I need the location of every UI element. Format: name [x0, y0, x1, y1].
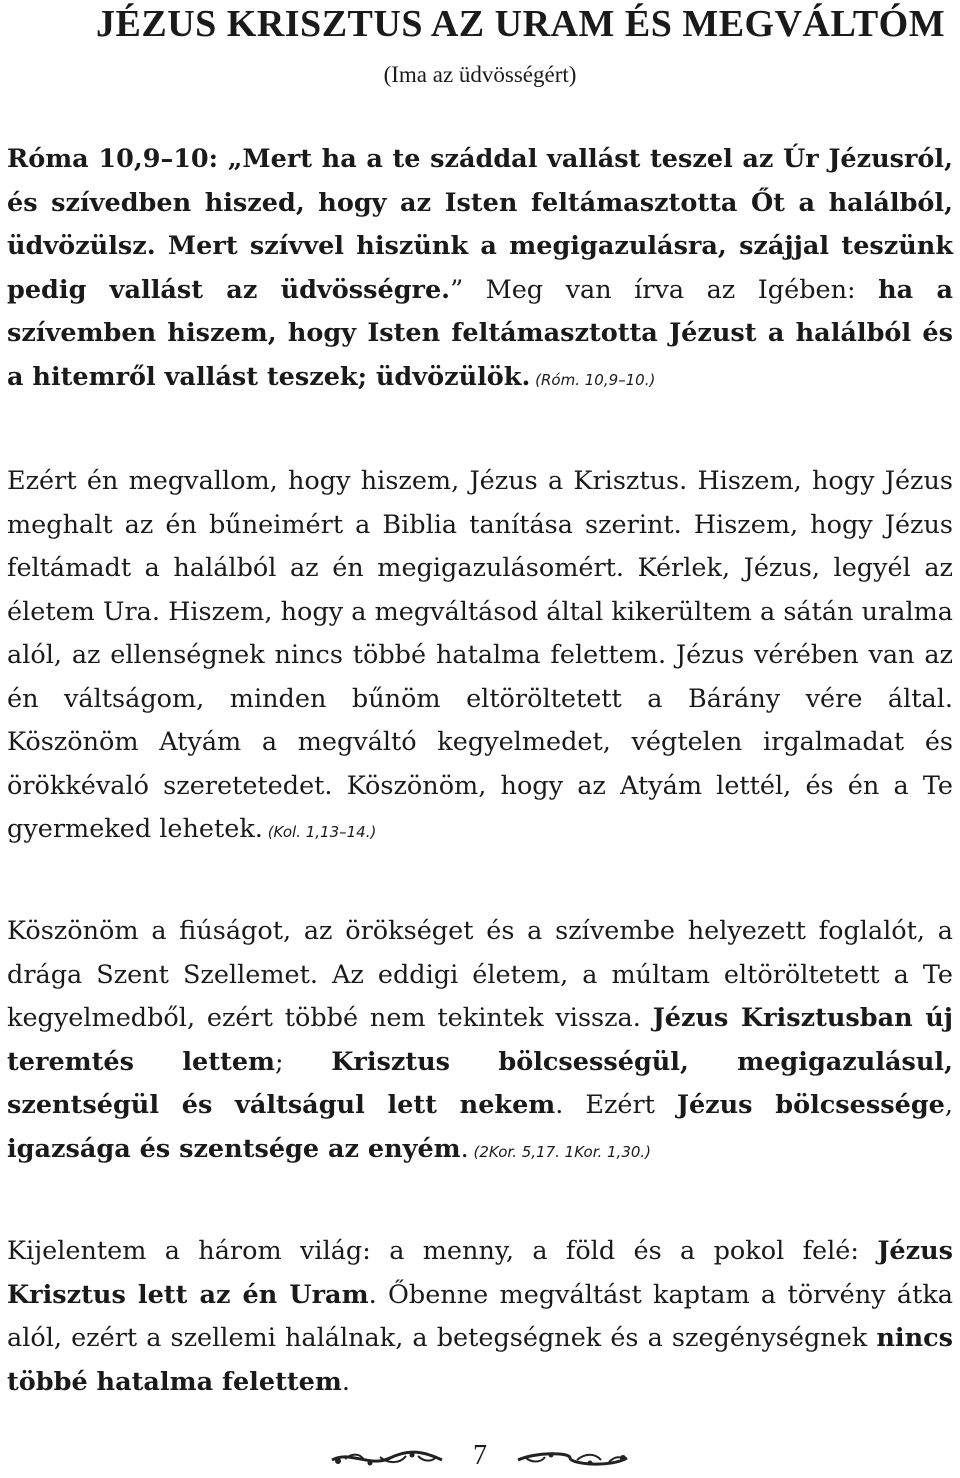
paragraph-text: ;	[275, 1046, 332, 1077]
confession-text: ha a szívemben hiszem, hogy Isten feltámasztotta Jézust a halálból és a hitemről vallást teszek; üdvözülök.	[7, 274, 953, 392]
citation: (Róm. 10,9–10.)	[530, 370, 656, 389]
emphasis-text: igazsága és szentsége az enyém	[7, 1133, 461, 1164]
emphasis-text: Jézus bölcsessége	[676, 1090, 945, 1120]
scripture-reference: Róma 10,9–10:	[7, 144, 219, 174]
paragraph-text: . Őbenne megváltást kaptam a törvény átka alól, ezért a szellemi halálnak, a betegségnek és a szegénységnek	[7, 1279, 953, 1353]
paragraph-text: Kijelentem a három világ: a menny, a föld és a pokol felé:	[7, 1236, 878, 1266]
page-title: JÉZUS KRISZTUS AZ URAM ÉS MEGVÁLTÓM	[96, 3, 946, 45]
paragraph-text: ” Meg van írva az Igében:	[450, 274, 879, 305]
floral-flourish-icon	[330, 1448, 445, 1470]
paragraph-confession	[7, 460, 953, 855]
page-number: 7	[473, 1440, 487, 1471]
paragraph-declaration	[7, 1230, 953, 1404]
paragraph-text: Köszönöm a fiúságot, az örökséget és a szívembe helyezett foglalót, a drága Szent Szellemet. Az eddigi életem, a múltam eltöröltetett a Te kegyelmedből, ezért többé nem tekintek vissza.	[7, 916, 953, 1033]
paragraph-text: . Ezért	[555, 1090, 677, 1120]
emphasis-text: Krisztus bölcsességül, megigazulásul, szentségül és váltságul lett nekem	[7, 1046, 953, 1120]
paragraph-text: ,	[944, 1090, 953, 1120]
citation: (2Kor. 5,17. 1Kor. 1,30.)	[468, 1142, 652, 1161]
paragraph-romans-quote	[7, 138, 953, 402]
paragraph-text: Ezért én megvallom, hogy hiszem, Jézus a Krisztus. Hiszem, hogy Jézus meghalt az én bűneimért a Biblia tanítása szerint. Hiszem, hogy Jézus feltámadt a halálból az én megigazulásomért. Kérlek, Jézus, legyél az életem Ura. Hiszem, hogy a megváltásod által kikerültem a sátán uralma alól, az ellenségnek nincs többé hatalma felettem. Jézus vérében van az én váltságom, minden bűnöm eltöröltetett a Bárány vére által. Köszönöm Atyám a megváltó kegyelmedet, végtelen irgalmadat és örökkévaló szeretetedet. Köszönöm, hogy az Atyám lettél, és én a Te gyermeked lehetek.	[7, 466, 953, 844]
paragraph-thanksgiving	[7, 910, 953, 1174]
citation: (Kol. 1,13–14.)	[262, 823, 377, 841]
emphasis-text: nincs többé hatalma felettem	[7, 1323, 953, 1397]
scripture-quote: „Mert ha a te száddal vallást teszel az Úr Jézusról, és szívedben hiszed, hogy az Isten feltámasztotta Őt a halálból, üdvözülsz. Mert szívvel hiszünk a megigazulásra, szájjal teszünk pedig vallást az üdvösségre.	[7, 144, 953, 305]
paragraph-text: .	[341, 1366, 350, 1397]
floral-flourish-icon	[515, 1448, 630, 1470]
emphasis-text: Jézus Krisztusban új teremtés lettem	[7, 1003, 953, 1077]
page-footer	[330, 1436, 630, 1476]
emphasis-text: Jézus Krisztus lett az én Uram	[7, 1236, 953, 1310]
page-subtitle: (Ima az üdvösségért)	[383, 62, 577, 87]
paragraph-text: .	[460, 1133, 469, 1164]
